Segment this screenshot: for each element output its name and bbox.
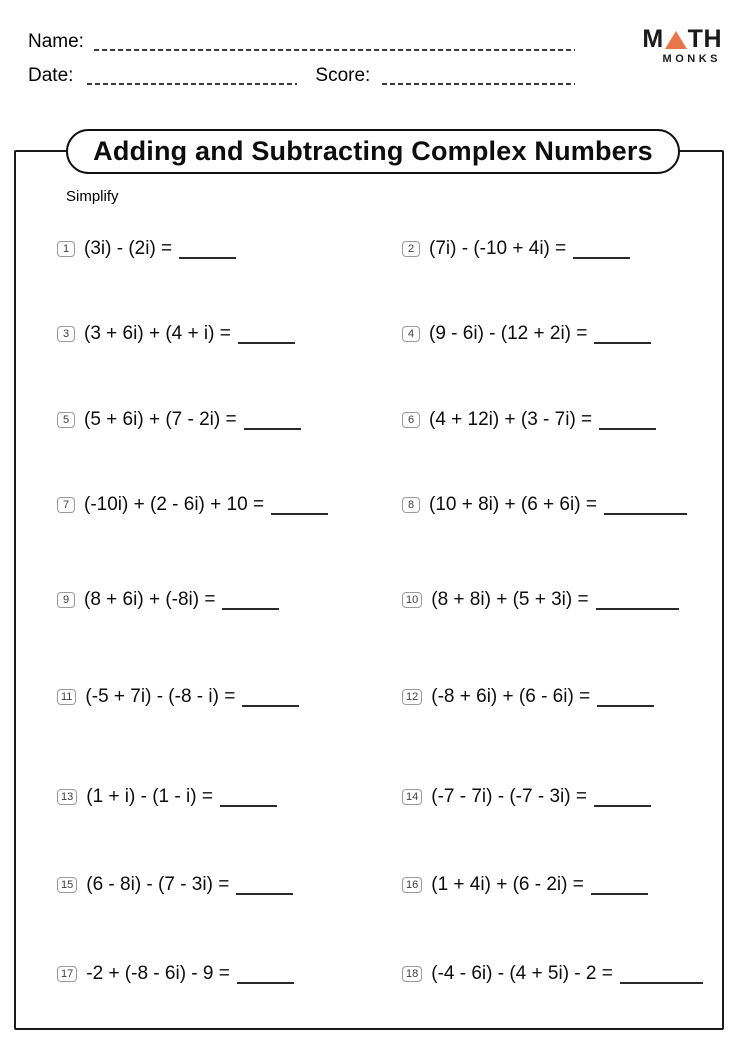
problem-expression: (8 + 6i) + (-8i) = <box>84 589 216 610</box>
score-fill-line <box>382 83 575 85</box>
problem-expression: (6 - 8i) - (7 - 3i) = <box>86 874 230 895</box>
problem-number-badge: 14 <box>402 789 422 805</box>
problem-expression: (5 + 6i) + (7 - 2i) = <box>84 409 237 430</box>
answer-blank <box>604 493 687 515</box>
problem-item <box>402 962 703 986</box>
answer-blank <box>220 785 277 807</box>
header <box>28 28 575 88</box>
problem-expression: (4 + 12i) + (3 - 7i) = <box>429 409 593 430</box>
answer-blank <box>238 322 295 344</box>
date-label: Date: <box>28 65 74 86</box>
problem-number-badge: 5 <box>57 412 75 428</box>
answer-blank <box>599 408 656 430</box>
answer-blank <box>594 785 651 807</box>
logo-subtitle: MONKS <box>662 53 721 65</box>
problem-number-badge: 11 <box>57 689 76 705</box>
problem-number-badge: 1 <box>57 241 75 257</box>
problem-expression: (-5 + 7i) - (-8 - i) = <box>85 686 236 707</box>
problem-number-badge: 9 <box>57 592 75 608</box>
answer-blank <box>222 588 279 610</box>
problem-item <box>57 962 294 986</box>
problem-expression: (8 + 8i) + (5 + 3i) = <box>431 589 589 610</box>
problem-number-badge: 7 <box>57 497 75 513</box>
problem-item <box>57 493 328 517</box>
problem-item <box>402 493 687 517</box>
problem-item <box>402 685 654 709</box>
problem-number-badge: 18 <box>402 966 422 982</box>
problem-item <box>57 408 301 432</box>
problem-item <box>402 408 656 432</box>
problem-number-badge: 2 <box>402 241 420 257</box>
answer-blank <box>620 962 703 984</box>
name-label: Name: <box>28 31 84 52</box>
problem-expression: -2 + (-8 - 6i) - 9 = <box>86 963 230 984</box>
problem-number-badge: 8 <box>402 497 420 513</box>
answer-blank <box>244 408 301 430</box>
problem-item <box>57 873 293 897</box>
problem-expression: (-10i) + (2 - 6i) + 10 = <box>84 494 265 515</box>
answer-blank <box>596 588 679 610</box>
problem-expression: (1 + 4i) + (6 - 2i) = <box>431 874 584 895</box>
answer-blank <box>236 873 293 895</box>
problem-expression: (7i) - (-10 + 4i) = <box>429 238 567 259</box>
answer-blank <box>237 962 294 984</box>
problem-expression: (-8 + 6i) + (6 - 6i) = <box>431 686 591 707</box>
problem-number-badge: 6 <box>402 412 420 428</box>
answer-blank <box>271 493 328 515</box>
answer-blank <box>594 322 651 344</box>
math-monks-logo <box>642 26 722 65</box>
score-label: Score: <box>315 65 371 86</box>
problem-expression: (-4 - 6i) - (4 + 5i) - 2 = <box>431 963 613 984</box>
name-fill-line <box>94 49 575 51</box>
instruction-label: Simplify <box>66 188 119 205</box>
problem-expression: (10 + 8i) + (6 + 6i) = <box>429 494 597 515</box>
problem-number-badge: 3 <box>57 326 75 342</box>
problem-item <box>402 322 651 346</box>
triangle-icon <box>665 31 687 49</box>
problem-number-badge: 12 <box>402 689 422 705</box>
problem-number-badge: 16 <box>402 877 422 893</box>
logo-letters-th: TH <box>687 25 722 53</box>
worksheet-title-pill <box>66 129 680 174</box>
problem-item <box>57 237 236 261</box>
logo-letter-m: M <box>642 25 664 53</box>
problem-item <box>402 588 679 612</box>
date-fill-line <box>87 83 297 85</box>
problem-expression: (9 - 6i) - (12 + 2i) = <box>429 323 588 344</box>
problem-number-badge: 10 <box>402 592 422 608</box>
problem-number-badge: 17 <box>57 966 77 982</box>
problem-item <box>57 322 295 346</box>
page-title: Adding and Subtracting Complex Numbers <box>93 136 653 166</box>
problem-item <box>57 685 299 709</box>
answer-blank <box>242 685 299 707</box>
answer-blank <box>573 237 630 259</box>
problem-item <box>57 588 279 612</box>
problem-expression: (-7 - 7i) - (-7 - 3i) = <box>431 786 587 807</box>
problem-number-badge: 13 <box>57 789 77 805</box>
problem-item <box>402 873 648 897</box>
answer-blank <box>179 237 236 259</box>
logo-wordmark <box>642 26 722 52</box>
problem-number-badge: 4 <box>402 326 420 342</box>
problem-expression: (1 + i) - (1 - i) = <box>86 786 213 807</box>
problem-item <box>402 237 630 261</box>
date-score-row <box>28 62 575 88</box>
answer-blank <box>591 873 648 895</box>
problem-expression: (3i) - (2i) = <box>84 238 173 259</box>
worksheet-box <box>14 150 724 1030</box>
name-row <box>28 28 575 54</box>
problem-item <box>402 785 651 809</box>
problem-number-badge: 15 <box>57 877 77 893</box>
problem-expression: (3 + 6i) + (4 + i) = <box>84 323 231 344</box>
problem-item <box>57 785 277 809</box>
answer-blank <box>597 685 654 707</box>
